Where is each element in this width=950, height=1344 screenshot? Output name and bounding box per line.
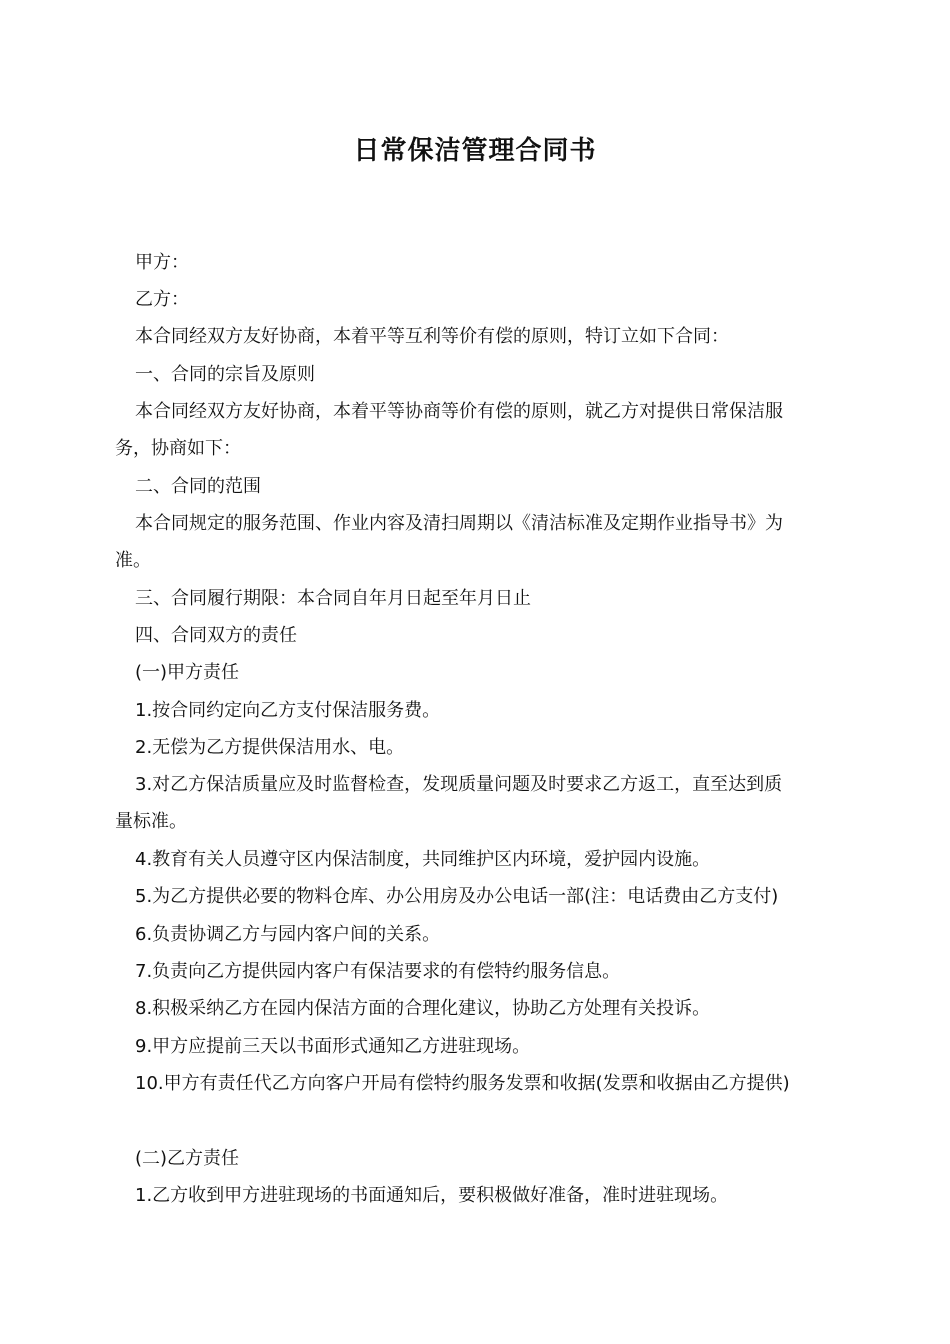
party-b-responsibilities-heading: (二)乙方责任	[135, 1148, 240, 1169]
section-2-heading: 二、合同的范围	[135, 476, 261, 497]
party-a-item-6: 6.负责协调乙方与园内客户间的关系。	[135, 924, 441, 945]
section-2-body-line-2: 准。	[115, 550, 151, 571]
document-title: 日常保洁管理合同书	[353, 136, 597, 166]
section-1-body-line-2: 务，协商如下：	[115, 438, 241, 459]
party-a-item-4: 4.教育有关人员遵守区内保洁制度，共同维护区内环境，爱护园内设施。	[135, 849, 711, 870]
party-b-item-1: 1.乙方收到甲方进驻现场的书面通知后，要积极做好准备，准时进驻现场。	[135, 1185, 729, 1206]
party-b-label: 乙方：	[135, 289, 189, 310]
section-3-heading: 三、合同履行期限：本合同自年月日起至年月日止	[135, 588, 531, 609]
party-a-item-3-line-2: 量标准。	[115, 811, 187, 832]
party-a-item-10: 10.甲方有责任代乙方向客户开局有偿特约服务发票和收据(发票和收据由乙方提供)	[135, 1073, 790, 1094]
section-1-heading: 一、合同的宗旨及原则	[135, 364, 315, 385]
intro-paragraph: 本合同经双方友好协商，本着平等互利等价有偿的原则，特订立如下合同：	[135, 326, 729, 347]
party-a-item-3-line-1: 3.对乙方保洁质量应及时监督检查，发现质量问题及时要求乙方返工，直至达到质	[135, 774, 783, 795]
section-1-body-line-1: 本合同经双方友好协商，本着平等协商等价有偿的原则，就乙方对提供日常保洁服	[135, 401, 783, 422]
section-2-body-line-1: 本合同规定的服务范围、作业内容及清扫周期以《清洁标准及定期作业指导书》为	[135, 513, 783, 534]
party-a-item-2: 2.无偿为乙方提供保洁用水、电。	[135, 737, 405, 758]
party-a-item-7: 7.负责向乙方提供园内客户有保洁要求的有偿特约服务信息。	[135, 961, 621, 982]
party-a-item-5: 5.为乙方提供必要的物料仓库、办公用房及办公电话一部(注：电话费由乙方支付)	[135, 886, 779, 907]
party-a-item-1: 1.按合同约定向乙方支付保洁服务费。	[135, 700, 441, 721]
section-4-heading: 四、合同双方的责任	[135, 625, 297, 646]
party-a-item-9: 9.甲方应提前三天以书面形式通知乙方进驻现场。	[135, 1036, 531, 1057]
party-a-item-8: 8.积极采纳乙方在园内保洁方面的合理化建议，协助乙方处理有关投诉。	[135, 998, 711, 1019]
party-a-label: 甲方：	[135, 252, 189, 273]
party-a-responsibilities-heading: (一)甲方责任	[135, 662, 240, 683]
